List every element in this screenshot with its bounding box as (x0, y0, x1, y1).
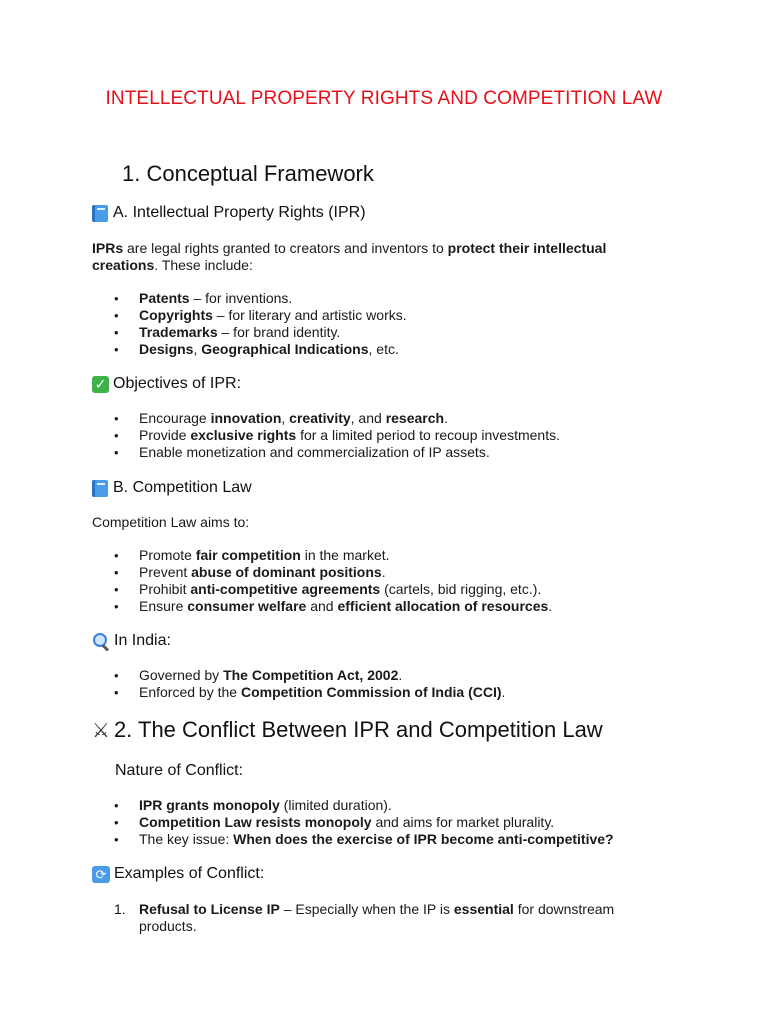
ipr-intro: IPRs are legal rights granted to creators and inventors to protect their intellectual creations. These include: (92, 240, 607, 273)
list-item: • Promote fair competition in the market. (114, 547, 552, 564)
list-item: • Enforced by the Competition Commission of India (CCI). (114, 684, 505, 701)
list-item: • Competition Law resists monopoly and aims for market plurality. (114, 814, 614, 831)
book-icon (92, 205, 108, 222)
examples-list (114, 901, 674, 935)
ipr-heading (92, 204, 366, 222)
list-item: • Copyrights – for literary and artistic works. (114, 307, 407, 324)
india-heading (92, 632, 171, 650)
list-item: • Ensure consumer welfare and efficient allocation of resources. (114, 598, 552, 615)
book-icon (92, 480, 108, 497)
list-item: • Enable monetization and commercialization of IP assets. (114, 444, 560, 461)
ipr-types-list (114, 290, 407, 358)
competition-law-heading-text: B. Competition Law (113, 479, 252, 496)
nature-of-conflict-heading: Nature of Conflict: (115, 762, 244, 779)
list-item: • The key issue: When does the exercise of IPR become anti-competitive? (114, 831, 614, 848)
section-1-heading: 1. Conceptual Framework (122, 161, 374, 186)
section-2-heading-text: 2. The Conflict Between IPR and Competition Law (113, 717, 603, 742)
competition-law-heading (92, 479, 252, 497)
list-item: 1. Refusal to License IP – Especially when the IP is essential for downstream products. (114, 901, 615, 934)
magnifier-icon (92, 633, 111, 650)
objectives-heading (92, 375, 241, 393)
india-heading-text: In India: (114, 632, 171, 649)
list-item: • Designs, Geographical Indications, etc. (114, 341, 407, 358)
cycle-arrows-icon: ⟳ (92, 866, 110, 883)
objectives-heading-text: Objectives of IPR: (113, 375, 242, 392)
competition-intro: Competition Law aims to: (92, 514, 250, 530)
check-icon: ✓ (92, 376, 109, 393)
section-2-heading (92, 717, 603, 743)
nature-list (114, 797, 614, 848)
list-item: • Prevent abuse of dominant positions. (114, 564, 552, 581)
india-list (114, 667, 505, 701)
list-item: • Encourage innovation, creativity, and research. (114, 410, 560, 427)
list-item: • IPR grants monopoly (limited duration). (114, 797, 614, 814)
list-item: • Provide exclusive rights for a limited period to recoup investments. (114, 427, 560, 444)
ipr-heading-text: A. Intellectual Property Rights (IPR) (113, 204, 366, 221)
examples-heading (92, 865, 264, 883)
document-title: INTELLECTUAL PROPERTY RIGHTS AND COMPETITION LAW (105, 88, 663, 109)
crossed-swords-icon: ⚔ (92, 719, 110, 742)
list-item: • Trademarks – for brand identity. (114, 324, 407, 341)
examples-heading-text: Examples of Conflict: (114, 865, 265, 882)
list-item: • Governed by The Competition Act, 2002. (114, 667, 505, 684)
list-item: • Prohibit anti-competitive agreements (cartels, bid rigging, etc.). (114, 581, 552, 598)
objectives-list (114, 410, 560, 461)
competition-aims-list (114, 547, 552, 615)
list-item: • Patents – for inventions. (114, 290, 407, 307)
